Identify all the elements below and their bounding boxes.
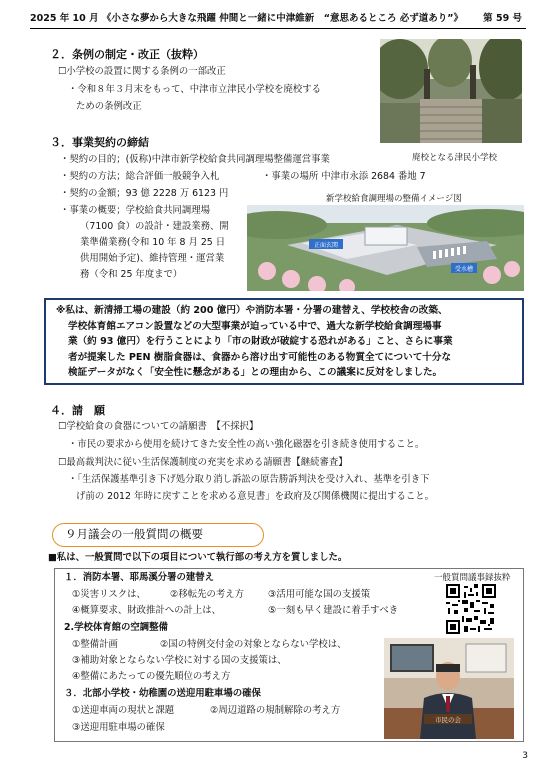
kitchen-image-caption: 新学校給食調理場の整備イメージ図 — [326, 194, 462, 204]
kitchen-sign-entrance: 正面玄関 — [313, 242, 339, 249]
section2-detail-1: ・令和８年３月末をもって、中津市立津民小学校を廃校する — [68, 84, 321, 95]
notice-line-1: ※私は、新清掃工場の建設（約 200 億円）や消防本署・分署の建替え、学校校舎の改築、 — [56, 305, 448, 316]
opposition-notice — [44, 298, 524, 385]
page-header — [30, 10, 528, 26]
contract-overview-1: ・事業の概要；学校給食共同調理場 — [60, 205, 211, 216]
petition-2-detail-2: げ前の 2012 年時に戻すことを求める意見書」を政府及び関係機関に提出すること。 — [76, 491, 434, 502]
contract-overview-3: 業準備業務(令和 10 年 8 月 25 日 — [80, 237, 226, 248]
section2-item: ☐小学校の設置に関する条例の一部改正 — [58, 66, 226, 77]
question-3-title: ３．北部小学校・幼稚園の送迎用駐車場の確保 — [64, 688, 261, 699]
contract-method: ・契約の方法；総合評価一般競争入札 — [60, 171, 220, 182]
contract-overview-2: （7100 食）の設計・建設業務、開 — [80, 221, 229, 232]
notice-line-3: 業（約 93 億円）を行うことにより「市の財政が破綻する恐れがある」こと、さらに事業 — [68, 336, 453, 348]
general-questions-lead: ■私は、一般質問で以下の項目について執行部の考え方を質しました。 — [48, 552, 348, 563]
petition-1-detail: ・市民の要求から使用を続けてきた安全性の高い強化磁器を引き続き使用すること。 — [68, 439, 425, 450]
contract-overview-5: 務（令和 25 年度まで） — [80, 269, 183, 280]
page-number: 3 — [522, 751, 528, 761]
question-2-b: ②国の特例交付金の対象とならない学校は、 — [160, 639, 347, 650]
question-1-a: ①災害リスクは、 — [72, 589, 146, 600]
contract-overview-4: 供用開始予定)、維持管理・運営業 — [80, 253, 225, 264]
question-1-b: ②移転先の考え方 — [170, 589, 245, 600]
issue-number: 第 59 号 — [483, 13, 522, 24]
section2-detail-2: ための条例改正 — [76, 101, 142, 112]
contract-place: ・事業の場所 中津市永添 2684 番地 7 — [262, 171, 426, 182]
contract-amount: ・契約の金額；93 億 2228 万 6123 円 — [60, 188, 229, 199]
section3-title: ３．事業契約の締結 — [50, 136, 149, 149]
header-divider — [30, 28, 526, 29]
kitchen-sign-tank: 受水槽 — [454, 266, 474, 273]
general-questions-title: ９月議会の一般質問の概要 — [52, 523, 264, 547]
section4-title: ４．請 願 — [50, 404, 105, 417]
question-2-a: ①整備計画 — [72, 639, 118, 650]
header-title: 2025 年 10 月 《小さな夢から大きな飛躍 仲間と一緒に中津維新 “意思あるところ 必ず道あり”》 — [30, 13, 463, 24]
question-3-b: ②周辺道路の規制解除の考え方 — [210, 705, 341, 716]
notice-line-4: 者が提案した PEN 樹脂食器は、食器から溶け出す可能性のある物質全てについて十分な — [68, 351, 452, 363]
contract-purpose: ・契約の目的；(仮称)中津市新学校給食共同調理場整備運営事業 — [60, 154, 330, 165]
question-1-title: １．消防本署、耶馬溪分署の建替え — [64, 572, 215, 583]
school-photo-caption: 廃校となる津民小学校 — [412, 153, 498, 163]
petition-2-detail-1: ・「生活保護基準引き下げ処分取り消し訴訟の原告勝訴判決を受け入れ、基準を引き下 — [68, 474, 430, 485]
question-2-title: 2.学校体育館の空調整備 — [64, 622, 168, 633]
notice-line-5: 検証データがなく「安全性に懸念がある」との理由から、この議案に反対をしました。 — [68, 367, 443, 379]
question-1-c: ③活用可能な国の支援策 — [268, 589, 371, 600]
petition-2: ☐最高裁判決に従い生活保護制度の充実を求める請願書【継続審査】 — [58, 457, 348, 468]
question-1-e: ⑤一刻も早く建設に着手すべき — [268, 605, 399, 616]
section2-title: ２．条例の制定・改正（抜粋） — [50, 48, 204, 61]
kitchen-rendering — [247, 205, 524, 291]
qr-label: 一般質問議事録抜粋 — [434, 573, 511, 583]
question-1-d: ④概算要求、財政推計への計上は、 — [72, 605, 222, 616]
question-2-c: ③補助対象とならない学校に対する国の支援策は、 — [72, 655, 287, 666]
notice-line-2: 学校体育館エアコン設置などの大型事業が迫っている中で、過大な新学校給食調理場事 — [68, 320, 442, 332]
council-photo — [384, 638, 514, 739]
question-3-a: ①送迎車両の現状と課題 — [72, 705, 175, 716]
question-2-d: ④整備にあたっての優先順位の考え方 — [72, 671, 231, 682]
question-3-c: ③送迎用駐車場の確保 — [72, 722, 165, 733]
petition-1: ☐学校給食の食器についての請願書 【不採択】 — [58, 421, 259, 432]
qr-code[interactable] — [446, 584, 496, 634]
school-photo — [380, 39, 522, 143]
council-photo-text: 市民の会 — [435, 716, 461, 724]
